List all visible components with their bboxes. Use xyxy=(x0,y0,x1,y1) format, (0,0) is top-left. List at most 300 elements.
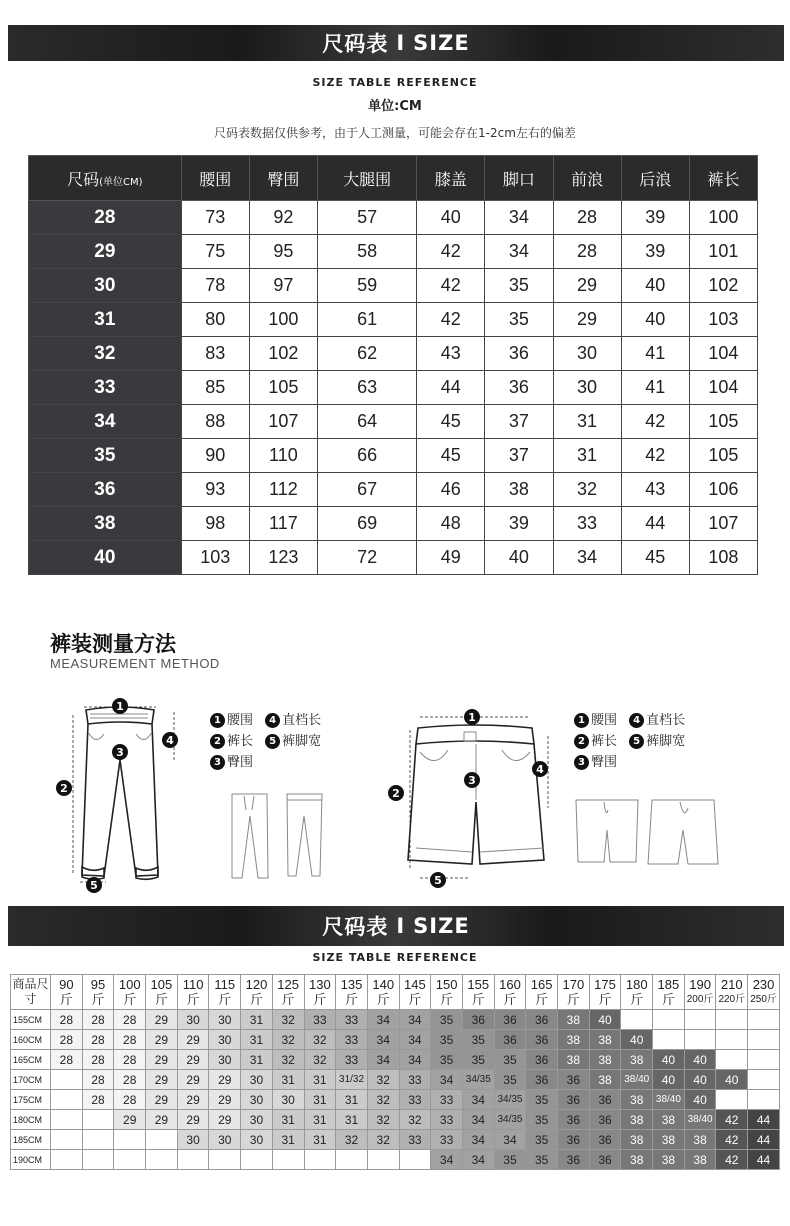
height-label: 175CM xyxy=(11,1090,51,1110)
height-label: 190CM xyxy=(11,1150,51,1170)
chart-cell: 33 xyxy=(336,1010,368,1030)
chart-cell: 29 xyxy=(114,1110,146,1130)
chart-cell: 38 xyxy=(621,1090,653,1110)
table-cell: 97 xyxy=(249,269,317,303)
chart-cell: 35 xyxy=(526,1090,558,1110)
chart-cell: 34 xyxy=(367,1030,399,1050)
svg-text:4: 4 xyxy=(536,763,544,776)
svg-text:2: 2 xyxy=(392,787,400,800)
table-cell: 40 xyxy=(621,269,689,303)
size-label: 40 xyxy=(29,541,182,575)
chart-cell: 32 xyxy=(367,1110,399,1130)
chart-cell: 29 xyxy=(209,1110,241,1130)
table-cell: 49 xyxy=(417,541,485,575)
chart-cell: 44 xyxy=(748,1130,780,1150)
chart-cell: 32 xyxy=(399,1110,431,1130)
table-cell: 92 xyxy=(249,201,317,235)
size-label: 38 xyxy=(29,507,182,541)
chart-cell: 34 xyxy=(399,1030,431,1050)
chart-cell: 31 xyxy=(241,1050,273,1070)
chart-cell: 32 xyxy=(367,1130,399,1150)
chart-cell: 40 xyxy=(589,1010,621,1030)
chart-cell: 38 xyxy=(621,1150,653,1170)
chart-row xyxy=(11,1090,780,1110)
chart-cell: 34 xyxy=(367,1010,399,1030)
table-cell: 42 xyxy=(417,235,485,269)
chart-cell xyxy=(51,1070,83,1090)
chart-cell: 30 xyxy=(241,1130,273,1150)
table-cell: 59 xyxy=(317,269,416,303)
chart-cell xyxy=(748,1050,780,1070)
table-cell: 100 xyxy=(689,201,757,235)
chart-cell: 32 xyxy=(272,1050,304,1070)
size-banner-bottom xyxy=(8,906,784,946)
weight-header: 180 斤 xyxy=(621,975,653,1010)
svg-text:1: 1 xyxy=(116,700,124,713)
table-row xyxy=(29,235,758,269)
height-label: 160CM xyxy=(11,1030,51,1050)
table-cell: 107 xyxy=(689,507,757,541)
chart-cell: 36 xyxy=(558,1130,590,1150)
banner-title-cn: 尺码表 xyxy=(322,915,389,939)
table-cell: 40 xyxy=(621,303,689,337)
chart-cell xyxy=(748,1030,780,1050)
chart-cell: 28 xyxy=(114,1050,146,1070)
table-cell: 42 xyxy=(417,269,485,303)
table-cell: 32 xyxy=(553,473,621,507)
chart-cell: 32 xyxy=(304,1030,336,1050)
chart-cell: 35 xyxy=(494,1050,526,1070)
chart-cell: 29 xyxy=(209,1070,241,1090)
measurement-subtitle: MEASUREMENT METHOD xyxy=(50,656,220,671)
chart-cell: 28 xyxy=(82,1050,114,1070)
weight-header: 230 250斤 xyxy=(748,975,780,1010)
chart-cell: 29 xyxy=(177,1070,209,1090)
chart-cell: 42 xyxy=(716,1110,748,1130)
chart-cell xyxy=(653,1030,685,1050)
chart-cell: 38 xyxy=(558,1010,590,1030)
table-cell: 46 xyxy=(417,473,485,507)
chart-cell: 36 xyxy=(558,1150,590,1170)
weight-header: 165 斤 xyxy=(526,975,558,1010)
table-cell: 102 xyxy=(249,337,317,371)
chart-cell: 28 xyxy=(114,1090,146,1110)
table-cell: 29 xyxy=(553,269,621,303)
chart-cell: 34 xyxy=(399,1010,431,1030)
table-cell: 103 xyxy=(689,303,757,337)
table-cell: 44 xyxy=(417,371,485,405)
chart-cell: 34/35 xyxy=(494,1090,526,1110)
table-cell: 98 xyxy=(181,507,249,541)
legend-item-waist: 1 腰围 xyxy=(574,710,617,731)
chart-cell: 38 xyxy=(621,1130,653,1150)
table-cell: 75 xyxy=(181,235,249,269)
chart-cell xyxy=(82,1110,114,1130)
table-cell: 39 xyxy=(485,507,553,541)
weight-header: 95 斤 xyxy=(82,975,114,1010)
chart-row xyxy=(11,1130,780,1150)
chart-cell: 28 xyxy=(51,1050,83,1070)
chart-cell xyxy=(146,1130,178,1150)
chart-cell: 36 xyxy=(494,1010,526,1030)
chart-cell xyxy=(51,1110,83,1130)
size-label: 33 xyxy=(29,371,182,405)
banner-title-en: SIZE xyxy=(413,914,470,938)
header-col: 脚口 xyxy=(485,156,553,201)
chart-cell: 38 xyxy=(684,1130,716,1150)
table-row xyxy=(29,541,758,575)
chart-cell: 29 xyxy=(146,1010,178,1030)
chart-cell: 29 xyxy=(177,1110,209,1130)
chart-cell: 36 xyxy=(589,1110,621,1130)
chart-cell: 32 xyxy=(304,1050,336,1070)
legend-item-hip: 3 臀围 xyxy=(574,752,617,773)
weight-header: 190 200斤 xyxy=(684,975,716,1010)
header-col: 膝盖 xyxy=(417,156,485,201)
chart-cell xyxy=(272,1150,304,1170)
chart-cell: 34 xyxy=(462,1090,494,1110)
chart-cell: 38 xyxy=(684,1150,716,1170)
chart-cell xyxy=(82,1150,114,1170)
table-cell: 64 xyxy=(317,405,416,439)
chart-cell: 34 xyxy=(431,1070,463,1090)
weight-header: 150 斤 xyxy=(431,975,463,1010)
chart-cell: 33 xyxy=(336,1030,368,1050)
table-cell: 57 xyxy=(317,201,416,235)
table-cell: 69 xyxy=(317,507,416,541)
chart-cell: 35 xyxy=(431,1010,463,1030)
legend-item-length: 2 裤长 xyxy=(210,731,253,752)
table-cell: 112 xyxy=(249,473,317,507)
chart-cell: 28 xyxy=(82,1090,114,1110)
table-cell: 34 xyxy=(485,235,553,269)
chart-cell: 28 xyxy=(82,1070,114,1090)
table-cell: 62 xyxy=(317,337,416,371)
table-cell: 100 xyxy=(249,303,317,337)
size-label: 30 xyxy=(29,269,182,303)
chart-cell: 38 xyxy=(589,1070,621,1090)
weight-header: 160 斤 xyxy=(494,975,526,1010)
table-cell: 33 xyxy=(553,507,621,541)
chart-cell xyxy=(367,1150,399,1170)
chart-cell: 40 xyxy=(684,1050,716,1070)
chart-cell: 36 xyxy=(589,1150,621,1170)
chart-cell xyxy=(51,1150,83,1170)
table-cell: 67 xyxy=(317,473,416,507)
chart-cell: 30 xyxy=(241,1110,273,1130)
header-col: 裤长 xyxy=(689,156,757,201)
chart-cell: 35 xyxy=(431,1050,463,1070)
chart-cell: 32 xyxy=(272,1030,304,1050)
table-cell: 39 xyxy=(621,201,689,235)
chart-cell: 34 xyxy=(367,1050,399,1070)
table-cell: 42 xyxy=(621,439,689,473)
chart-cell xyxy=(177,1150,209,1170)
chart-cell: 31 xyxy=(336,1090,368,1110)
chart-cell: 31 xyxy=(336,1110,368,1130)
chart-cell xyxy=(51,1130,83,1150)
chart-cell xyxy=(716,1050,748,1070)
chart-cell xyxy=(748,1070,780,1090)
chart-cell xyxy=(748,1090,780,1110)
chart-cell: 29 xyxy=(209,1090,241,1110)
table-cell: 31 xyxy=(553,405,621,439)
chart-row xyxy=(11,1070,780,1090)
chart-cell: 40 xyxy=(684,1090,716,1110)
chart-cell: 35 xyxy=(462,1030,494,1050)
chart-cell: 33 xyxy=(336,1050,368,1070)
weight-header: 120 斤 xyxy=(241,975,273,1010)
weight-header: 140 斤 xyxy=(367,975,399,1010)
chart-cell: 38/40 xyxy=(684,1110,716,1130)
chart-row xyxy=(11,1010,780,1030)
chart-cell: 31 xyxy=(304,1110,336,1130)
chart-cell xyxy=(399,1150,431,1170)
size-label: 31 xyxy=(29,303,182,337)
chart-cell: 30 xyxy=(209,1050,241,1070)
chart-cell: 34/35 xyxy=(462,1070,494,1090)
chart-cell: 34 xyxy=(494,1130,526,1150)
chart-cell: 30 xyxy=(209,1010,241,1030)
chart-cell: 30 xyxy=(272,1090,304,1110)
chart-cell: 44 xyxy=(748,1110,780,1130)
chart-cell: 34 xyxy=(399,1050,431,1070)
chart-cell: 38 xyxy=(558,1030,590,1050)
table-cell: 103 xyxy=(181,541,249,575)
chart-cell: 31 xyxy=(304,1070,336,1090)
chart-row xyxy=(11,1150,780,1170)
table-cell: 31 xyxy=(553,439,621,473)
table-cell: 66 xyxy=(317,439,416,473)
chart-cell xyxy=(114,1150,146,1170)
weight-header: 155 斤 xyxy=(462,975,494,1010)
chart-cell xyxy=(51,1090,83,1110)
chart-cell: 33 xyxy=(431,1130,463,1150)
chart-cell: 29 xyxy=(146,1050,178,1070)
header-col: 前浪 xyxy=(553,156,621,201)
chart-cell: 28 xyxy=(82,1010,114,1030)
table-cell: 48 xyxy=(417,507,485,541)
chart-cell: 28 xyxy=(114,1010,146,1030)
table-cell: 107 xyxy=(249,405,317,439)
weight-header: 210 220斤 xyxy=(716,975,748,1010)
chart-cell: 36 xyxy=(526,1030,558,1050)
chart-cell: 33 xyxy=(304,1010,336,1030)
svg-text:5: 5 xyxy=(434,874,442,887)
table-cell: 29 xyxy=(553,303,621,337)
table-cell: 35 xyxy=(485,269,553,303)
chart-cell: 35 xyxy=(494,1150,526,1170)
chart-row xyxy=(11,1050,780,1070)
svg-text:2: 2 xyxy=(60,782,68,795)
chart-cell: 30 xyxy=(209,1030,241,1050)
chart-cell: 34 xyxy=(462,1150,494,1170)
disclaimer-note: 尺码表数据仅供参考，由于人工测量，可能会存在1-2cm左右的偏差 xyxy=(214,126,576,140)
table-cell: 40 xyxy=(485,541,553,575)
unit-label: 单位:CM xyxy=(368,99,422,114)
size-table-reference-2: SIZE TABLE REFERENCE xyxy=(312,951,478,964)
chart-cell: 31 xyxy=(304,1090,336,1110)
shorts-thumbnails xyxy=(568,790,728,870)
table-cell: 105 xyxy=(689,405,757,439)
chart-cell: 33 xyxy=(431,1090,463,1110)
size-table xyxy=(28,155,758,575)
chart-cell: 38 xyxy=(653,1110,685,1130)
table-cell: 35 xyxy=(485,303,553,337)
chart-cell: 33 xyxy=(431,1110,463,1130)
size-label: 35 xyxy=(29,439,182,473)
chart-cell: 31 xyxy=(241,1010,273,1030)
size-label: 34 xyxy=(29,405,182,439)
table-cell: 63 xyxy=(317,371,416,405)
table-cell: 44 xyxy=(621,507,689,541)
banner-title-en: SIZE xyxy=(413,31,470,55)
table-cell: 105 xyxy=(249,371,317,405)
banner-title-cn: 尺码表 xyxy=(322,32,389,56)
chart-cell: 36 xyxy=(526,1010,558,1030)
chart-cell: 30 xyxy=(177,1010,209,1030)
size-table-reference: SIZE TABLE REFERENCE xyxy=(312,76,478,89)
chart-cell: 34/35 xyxy=(494,1110,526,1130)
chart-cell xyxy=(684,1030,716,1050)
table-row xyxy=(29,405,758,439)
table-cell: 39 xyxy=(621,235,689,269)
chart-cell: 44 xyxy=(748,1150,780,1170)
table-cell: 45 xyxy=(417,405,485,439)
chart-cell xyxy=(716,1090,748,1110)
table-row xyxy=(29,201,758,235)
weight-header: 175 斤 xyxy=(589,975,621,1010)
table-row xyxy=(29,439,758,473)
table-cell: 58 xyxy=(317,235,416,269)
chart-cell: 31 xyxy=(304,1130,336,1150)
banner-separator: I xyxy=(396,914,406,938)
svg-text:3: 3 xyxy=(468,774,476,787)
weight-header: 110 斤 xyxy=(177,975,209,1010)
chart-cell xyxy=(716,1010,748,1030)
table-cell: 104 xyxy=(689,337,757,371)
chart-cell: 29 xyxy=(146,1110,178,1130)
chart-cell: 42 xyxy=(716,1130,748,1150)
chart-cell xyxy=(82,1130,114,1150)
table-cell: 117 xyxy=(249,507,317,541)
chart-cell xyxy=(336,1150,368,1170)
chart-cell: 35 xyxy=(462,1050,494,1070)
header-col: 腰围 xyxy=(181,156,249,201)
table-cell: 73 xyxy=(181,201,249,235)
chart-cell: 34 xyxy=(431,1150,463,1170)
table-cell: 43 xyxy=(621,473,689,507)
chart-cell: 36 xyxy=(589,1130,621,1150)
chart-cell: 40 xyxy=(684,1070,716,1090)
chart-cell: 31 xyxy=(241,1030,273,1050)
chart-cell: 38 xyxy=(621,1050,653,1070)
chart-cell: 29 xyxy=(177,1090,209,1110)
chart-cell: 38 xyxy=(621,1110,653,1130)
chart-cell: 35 xyxy=(526,1110,558,1130)
chart-cell xyxy=(621,1010,653,1030)
legend-item-rise: 4 直档长 xyxy=(265,710,321,731)
table-cell: 38 xyxy=(485,473,553,507)
table-cell: 28 xyxy=(553,235,621,269)
chart-cell: 33 xyxy=(399,1130,431,1150)
chart-cell: 30 xyxy=(241,1090,273,1110)
weight-header: 115 斤 xyxy=(209,975,241,1010)
chart-cell xyxy=(684,1010,716,1030)
legend-item-waist: 1 腰围 xyxy=(210,710,253,731)
chart-header-row xyxy=(11,975,780,1010)
table-cell: 72 xyxy=(317,541,416,575)
chart-cell: 33 xyxy=(399,1090,431,1110)
table-cell: 102 xyxy=(689,269,757,303)
long-pants-thumbnails xyxy=(222,786,337,886)
weight-height-chart xyxy=(10,974,780,1170)
table-cell: 45 xyxy=(417,439,485,473)
size-label: 28 xyxy=(29,201,182,235)
chart-cell: 29 xyxy=(177,1030,209,1050)
size-table-header xyxy=(29,156,758,201)
long-pants-legend xyxy=(210,710,329,773)
table-cell: 42 xyxy=(621,405,689,439)
table-cell: 43 xyxy=(417,337,485,371)
chart-cell: 38 xyxy=(589,1050,621,1070)
table-cell: 78 xyxy=(181,269,249,303)
header-size: 尺码(单位CM) xyxy=(29,156,182,201)
table-cell: 88 xyxy=(181,405,249,439)
svg-text:5: 5 xyxy=(90,879,98,892)
table-cell: 80 xyxy=(181,303,249,337)
chart-cell: 31 xyxy=(272,1110,304,1130)
chart-cell xyxy=(748,1010,780,1030)
table-row xyxy=(29,507,758,541)
table-cell: 41 xyxy=(621,371,689,405)
size-label: 32 xyxy=(29,337,182,371)
chart-cell xyxy=(653,1010,685,1030)
table-cell: 105 xyxy=(689,439,757,473)
chart-cell: 31 xyxy=(272,1070,304,1090)
banner-separator: I xyxy=(396,31,406,55)
chart-cell: 36 xyxy=(558,1110,590,1130)
table-row xyxy=(29,303,758,337)
height-label: 170CM xyxy=(11,1070,51,1090)
chart-cell: 38 xyxy=(589,1030,621,1050)
chart-cell: 36 xyxy=(526,1050,558,1070)
chart-cell: 34 xyxy=(462,1110,494,1130)
chart-cell: 36 xyxy=(494,1030,526,1050)
weight-header: 100 斤 xyxy=(114,975,146,1010)
table-row xyxy=(29,337,758,371)
table-cell: 34 xyxy=(553,541,621,575)
chart-cell: 40 xyxy=(653,1070,685,1090)
height-label: 155CM xyxy=(11,1010,51,1030)
weight-header: 145 斤 xyxy=(399,975,431,1010)
shorts-legend xyxy=(574,710,693,773)
table-cell: 42 xyxy=(417,303,485,337)
chart-cell: 35 xyxy=(431,1030,463,1050)
table-cell: 40 xyxy=(417,201,485,235)
chart-row xyxy=(11,1030,780,1050)
weight-header: 105 斤 xyxy=(146,975,178,1010)
chart-cell: 29 xyxy=(146,1070,178,1090)
legend-item-hip: 3 臀围 xyxy=(210,752,253,773)
chart-cell: 40 xyxy=(653,1050,685,1070)
table-cell: 37 xyxy=(485,439,553,473)
chart-cell: 38 xyxy=(558,1050,590,1070)
chart-cell: 30 xyxy=(209,1130,241,1150)
chart-cell: 33 xyxy=(399,1070,431,1090)
table-cell: 93 xyxy=(181,473,249,507)
table-cell: 90 xyxy=(181,439,249,473)
